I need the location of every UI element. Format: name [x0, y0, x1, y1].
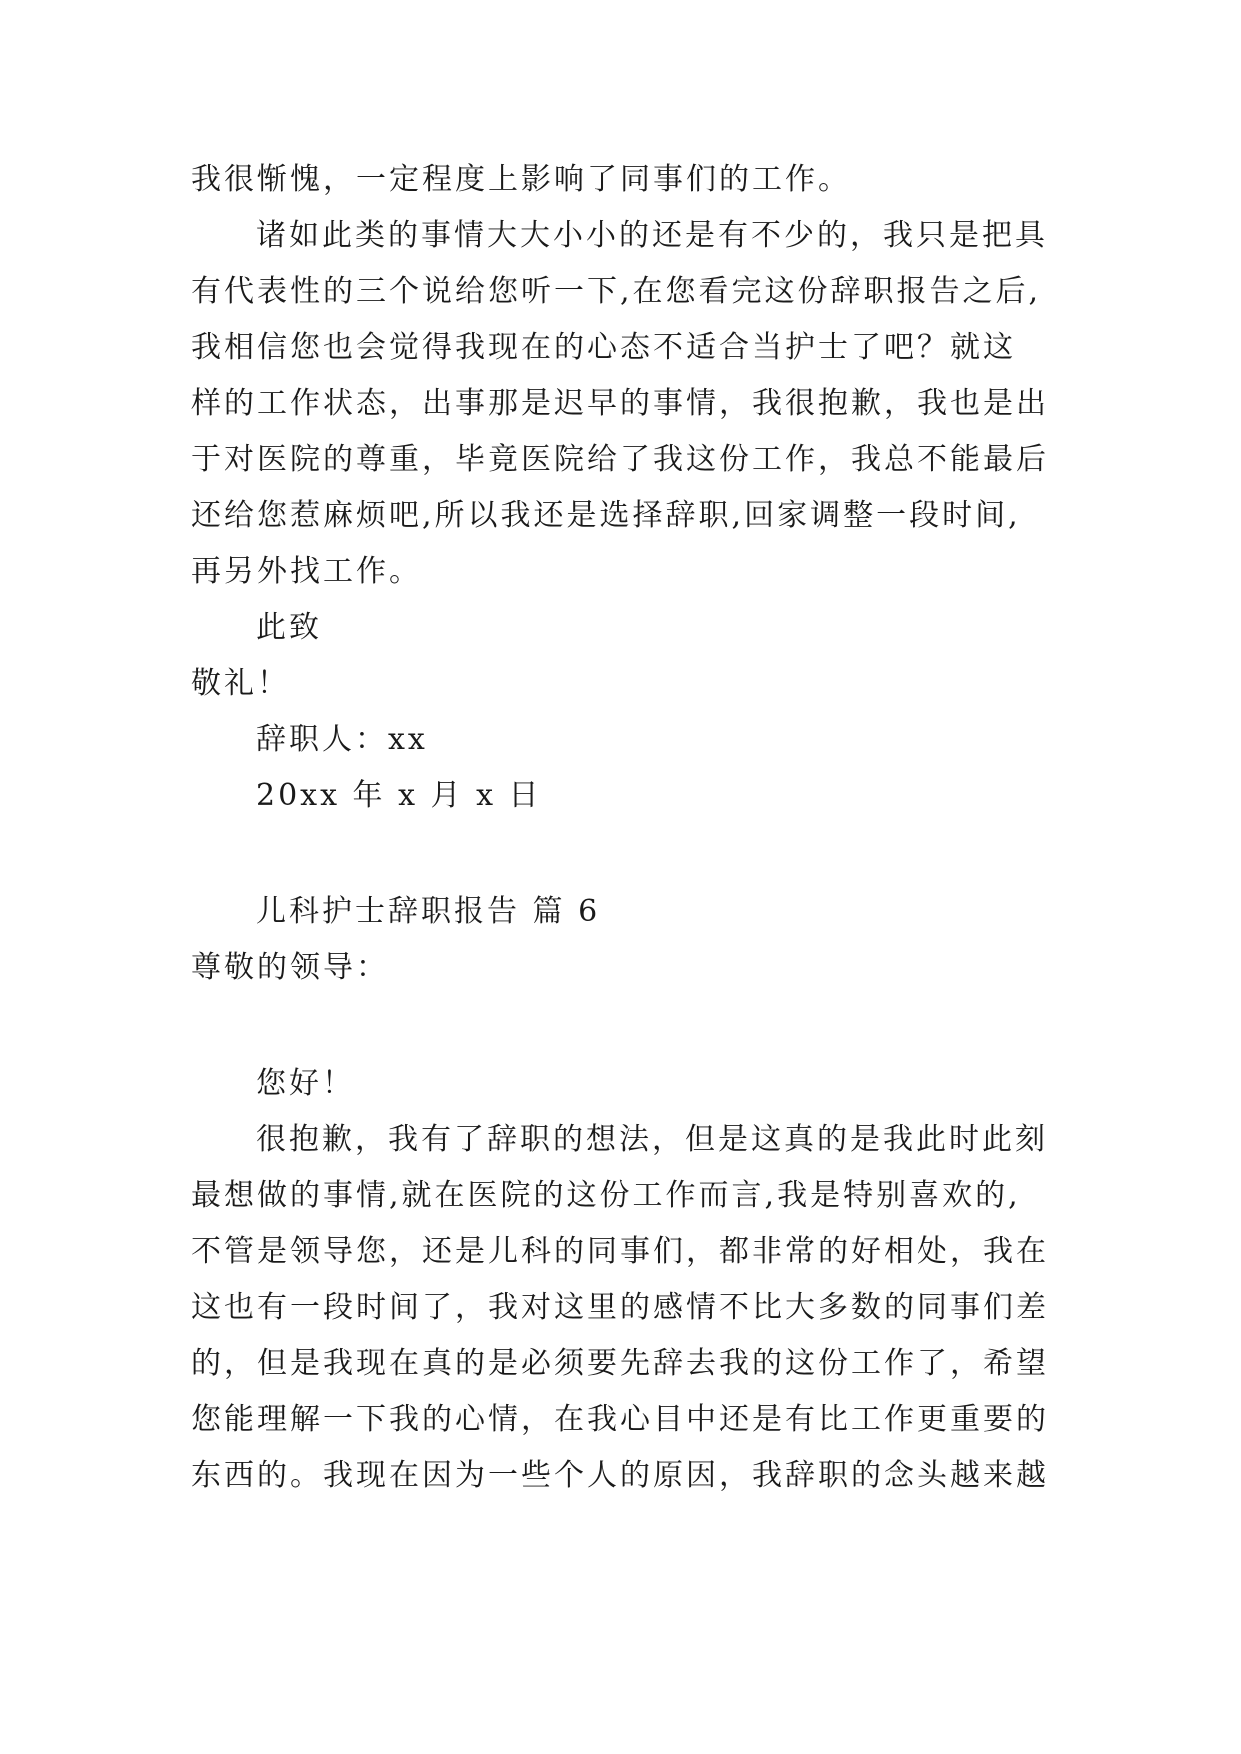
- paragraph-line: 最想做的事情,就在医院的这份工作而言,我是特别喜欢的,: [191, 1178, 1021, 1213]
- paragraph-line: 您能理解一下我的心情，在我心目中还是有比工作更重要的: [191, 1402, 1049, 1437]
- paragraph-line: 于对医院的尊重，毕竟医院给了我这份工作，我总不能最后: [191, 442, 1049, 477]
- salute-text: 敬礼！: [191, 666, 290, 701]
- date-text: 20xx 年 x 月 x 日: [256, 778, 542, 813]
- addressee-text: 尊敬的领导：: [191, 950, 389, 985]
- paragraph-line: 有代表性的三个说给您听一下,在您看完这份辞职报告之后,: [191, 274, 1042, 309]
- paragraph-line: 这也有一段时间了，我对这里的感情不比大多数的同事们差: [191, 1290, 1049, 1325]
- closing-text: 此致: [256, 610, 322, 645]
- paragraph-line: 的，但是我现在真的是必须要先辞去我的这份工作了，希望: [191, 1346, 1049, 1381]
- paragraph-line: 样的工作状态，出事那是迟早的事情，我很抱歉，我也是出: [191, 386, 1049, 421]
- paragraph-line: 很抱歉，我有了辞职的想法，但是这真的是我此时此刻: [256, 1122, 1048, 1157]
- greeting-text: 您好！: [256, 1066, 355, 1101]
- paragraph-line: 我很惭愧，一定程度上影响了同事们的工作。: [191, 162, 851, 197]
- paragraph-line: 诸如此类的事情大大小小的还是有不少的，我只是把具: [256, 218, 1048, 253]
- paragraph-line: 不管是领导您，还是儿科的同事们，都非常的好相处，我在: [191, 1234, 1049, 1269]
- section-heading: 儿科护士辞职报告 篇 6: [256, 894, 601, 929]
- paragraph-line: 我相信您也会觉得我现在的心态不适合当护士了吧？就这: [191, 330, 1016, 365]
- signer-text: 辞职人：xx: [256, 722, 428, 757]
- paragraph-line: 还给您惹麻烦吧,所以我还是选择辞职,回家调整一段时间,: [191, 498, 1021, 533]
- paragraph-line: 再另外找工作。: [191, 554, 422, 589]
- paragraph-line: 东西的。我现在因为一些个人的原因，我辞职的念头越来越: [191, 1458, 1049, 1493]
